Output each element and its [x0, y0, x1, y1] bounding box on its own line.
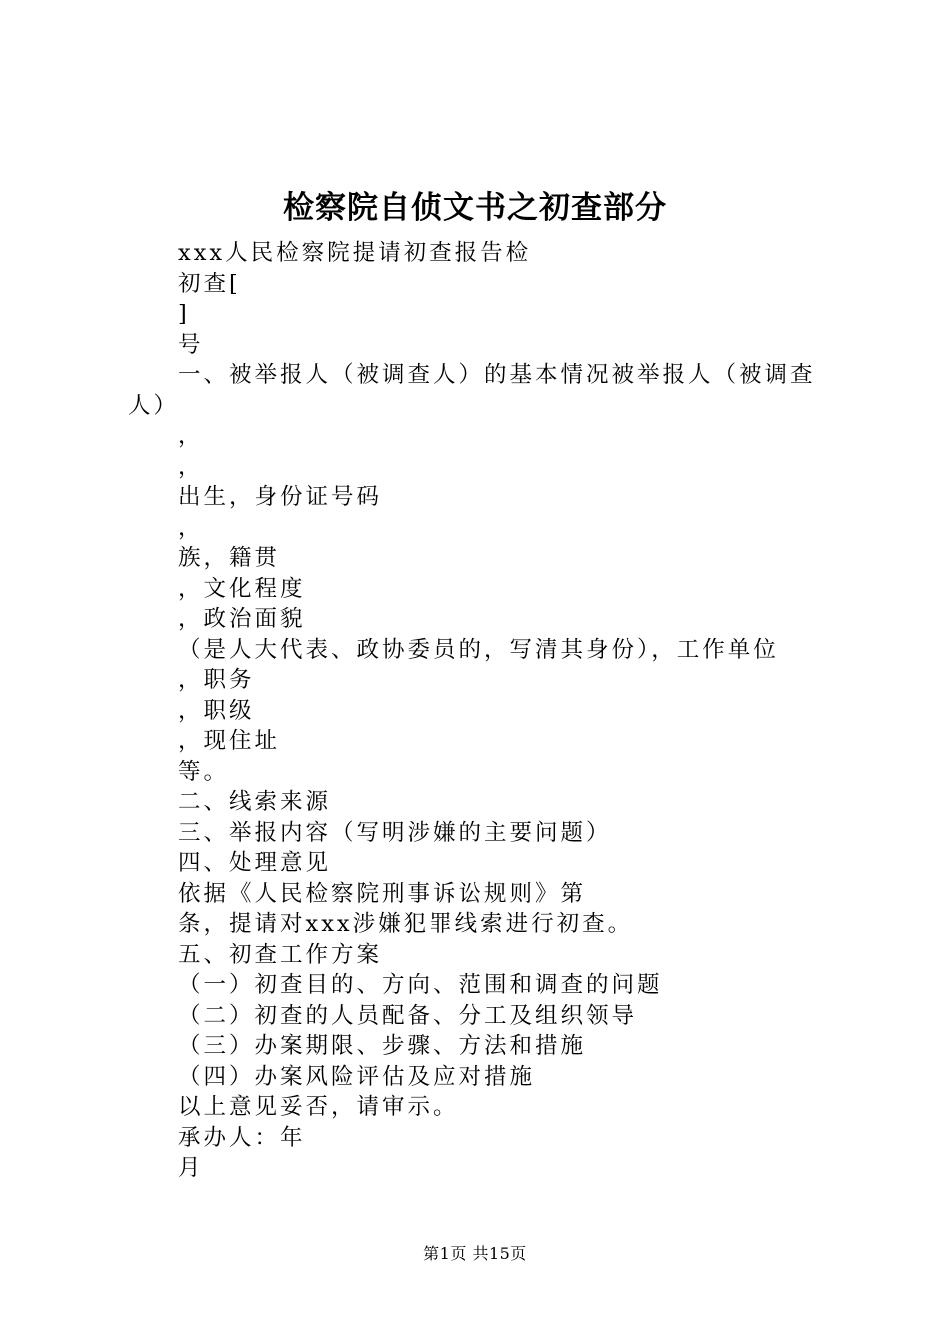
body-line: 承办人：年 — [178, 1124, 306, 1151]
page-footer: 第1页 共15页 — [423, 1244, 527, 1263]
document-body — [128, 238, 840, 1184]
body-line: 四、处理意见 — [178, 850, 332, 876]
body-line: ， — [178, 514, 204, 541]
body-line: 依据《人民检察院刑事诉讼规则》第 — [178, 880, 587, 907]
body-line: 三、举报内容（写明涉嫌的主要问题） — [178, 819, 612, 846]
body-line: （四）办案风险评估及应对措施 — [178, 1063, 536, 1090]
body-line: 出生，身份证号码 — [178, 484, 383, 510]
document-title: 检察院自侦文书之初查部分 — [283, 190, 667, 226]
body-line: （一）初查目的、方向、范围和调查的问题 — [178, 972, 663, 998]
body-line: 条，提请对xxx涉嫌犯罪线索进行初查。 — [178, 911, 634, 937]
body-line: xxx人民检察院提请初查报告检 — [178, 240, 532, 266]
body-line: ，职务 — [178, 667, 255, 693]
body-line: ， — [178, 423, 204, 449]
body-line: （三）办案期限、步骤、方法和措施 — [178, 1033, 587, 1059]
body-line: ，政治面貌 — [178, 606, 306, 632]
body-line: ] — [178, 301, 190, 327]
body-line: 以上意见妥否，请审示。 — [178, 1094, 459, 1120]
body-line: 五、初查工作方案 — [178, 941, 383, 968]
body-line: （二）初查的人员配备、分工及组织领导 — [178, 1002, 638, 1029]
body-line: ，文化程度 — [178, 575, 306, 602]
body-line: ， — [178, 453, 204, 480]
body-line: 号 — [178, 331, 204, 358]
body-line: 一、被举报人（被调查人）的基本情况被举报人（被调查人） — [128, 362, 816, 419]
body-line: ，职级 — [178, 697, 255, 724]
body-line: 二、线索来源 — [178, 789, 332, 815]
body-line: 月 — [178, 1155, 204, 1181]
body-line: 等。 — [178, 758, 230, 785]
body-line: 族，籍贯 — [178, 545, 281, 571]
body-line: ，现住址 — [178, 728, 281, 754]
body-line: （是人大代表、政协委员的，写清其身份），工作单位 — [178, 636, 779, 663]
body-line: 初查[ — [178, 270, 241, 297]
